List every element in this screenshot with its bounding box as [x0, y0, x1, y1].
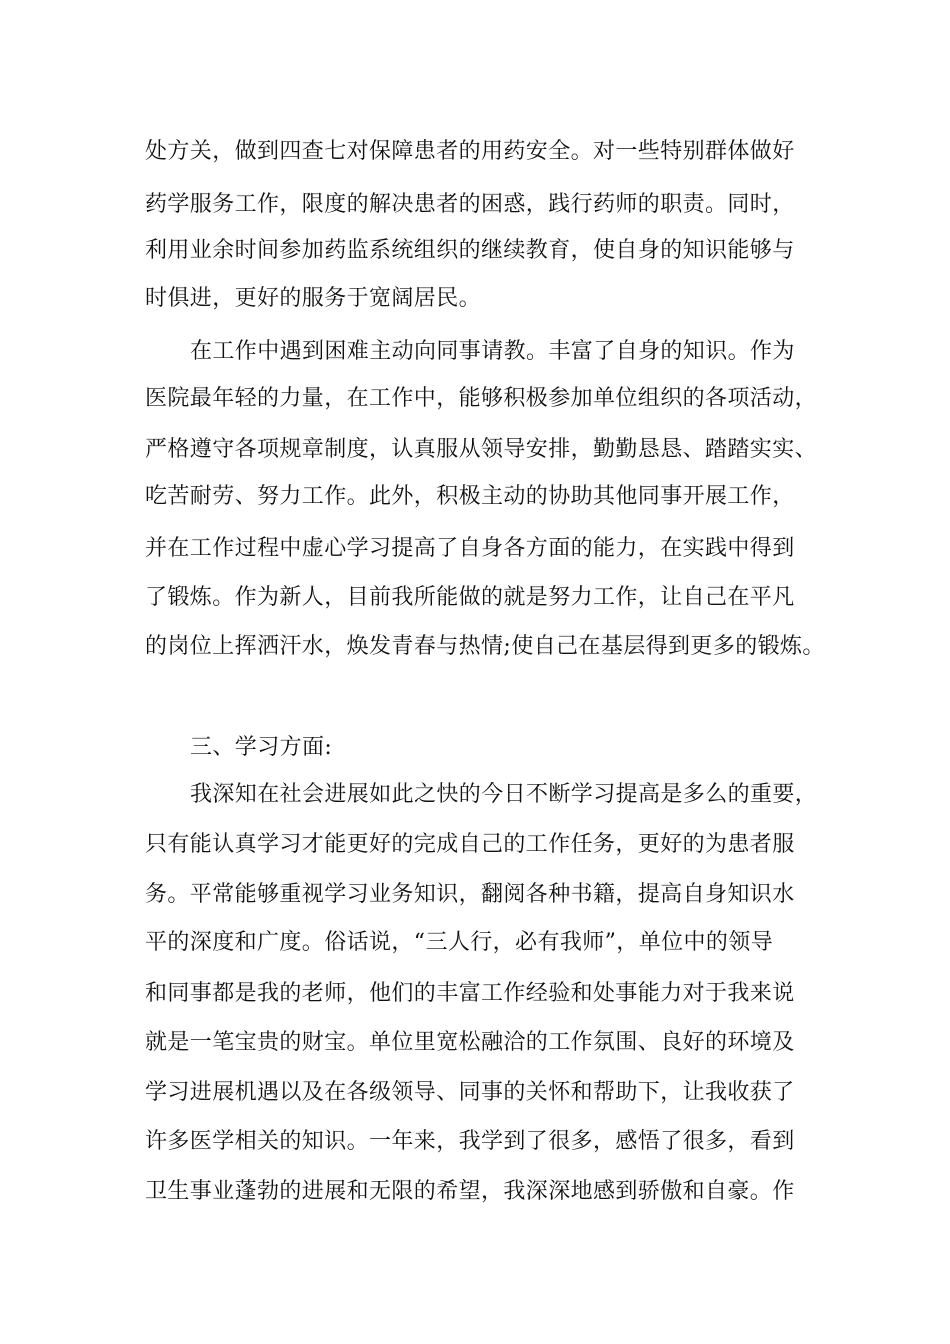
paragraph-line: 并在工作过程中虚心学习提高了自身各方面的能力，在实践中得到: [145, 536, 795, 561]
paragraph-line: 处方关，做到四查七对保障患者的用药安全。对一些特别群体做好: [145, 139, 795, 164]
paragraph-line: 了锻炼。作为新人，目前我所能做的就是努力工作，让自己在平凡: [145, 585, 795, 610]
paragraph-line: 的岗位上挥洒汗水，焕发青春与热情;使自己在基层得到更多的锻炼。: [145, 634, 825, 659]
section-heading: 三、学习方面:: [190, 735, 333, 760]
paragraph-line: 务。平常能够重视学习业务知识，翻阅各种书籍，提高自身知识水: [145, 882, 795, 907]
paragraph-line: 吃苦耐劳、努力工作。此外，积极主动的协助其他同事开展工作，: [145, 484, 795, 509]
paragraph-line: 严格遵守各项规章制度，认真服从领导安排，勤勤恳恳、踏踏实实、: [145, 437, 818, 462]
paragraph-line: 时俱进，更好的服务于宽阔居民。: [145, 286, 482, 311]
paragraph-line: 和同事都是我的老师，他们的丰富工作经验和处事能力对于我来说: [145, 981, 795, 1006]
paragraph-line: 就是一笔宝贵的财宝。单位里宽松融洽的工作氛围、良好的环境及: [145, 1030, 795, 1055]
paragraph-line: 许多医学相关的知识。一年来，我学到了很多，感悟了很多，看到: [145, 1129, 795, 1154]
paragraph-line: 在工作中遇到困难主动向同事请教。丰富了自身的知识。作为: [190, 339, 795, 364]
paragraph-line: 卫生事业蓬勃的进展和无限的希望，我深深地感到骄傲和自豪。作: [145, 1179, 795, 1204]
paragraph-line: 学习进展机遇以及在各级领导、同事的关怀和帮助下，让我收获了: [145, 1080, 795, 1105]
paragraph-line: 药学服务工作，限度的解决患者的困惑，践行药师的职责。同时，: [145, 192, 795, 217]
paragraph-line: 平的深度和广度。俗话说，“三人行，必有我师”，单位中的领导: [145, 930, 774, 955]
paragraph-line: 只有能认真学习才能更好的完成自己的工作任务，更好的为患者服: [145, 832, 795, 857]
paragraph-line: 我深知在社会进展如此之快的今日不断学习提高是多么的重要，: [190, 782, 818, 807]
paragraph-line: 医院最年轻的力量，在工作中，能够积极参加单位组织的各项活动，: [145, 386, 818, 411]
paragraph-line: 利用业余时间参加药监系统组织的继续教育，使自身的知识能够与: [145, 238, 795, 263]
